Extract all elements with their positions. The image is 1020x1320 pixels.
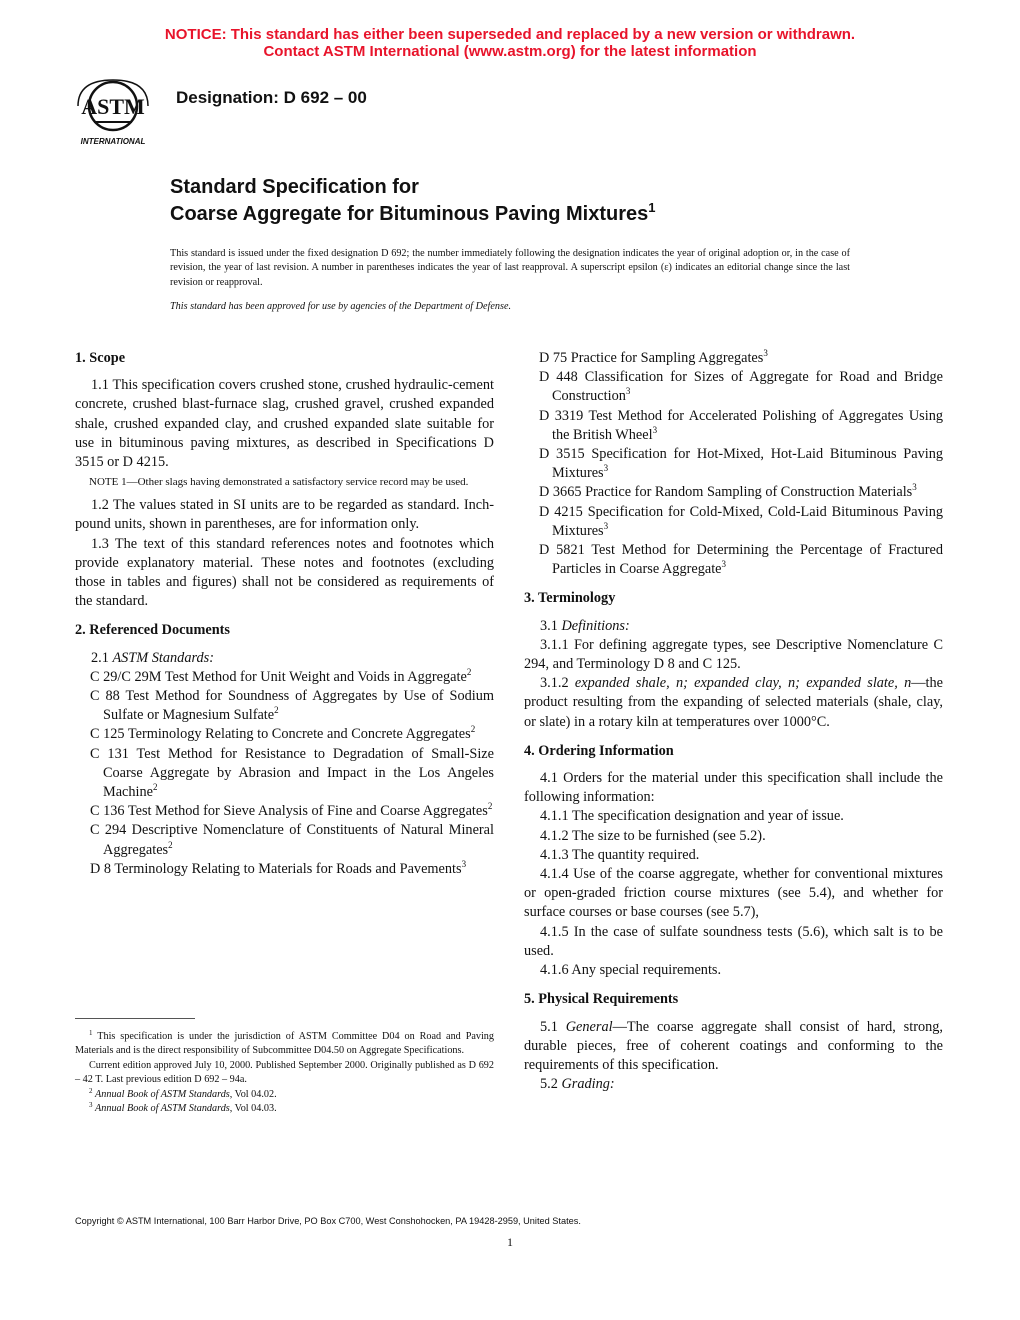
footnote-1	[75, 1030, 494, 1059]
paragraph-3-1-2-number: 3.1.2	[540, 675, 569, 692]
section-3-heading: 3. Terminology	[524, 590, 616, 607]
reference-text: C 125 Terminology Relating to Concrete and Concrete Aggregates	[90, 726, 471, 743]
reference-item	[75, 668, 494, 687]
paragraph-2-1-label: ASTM Standards:	[112, 649, 214, 666]
right-column	[524, 349, 943, 1094]
paragraph-5-2-label: Grading:	[561, 1076, 615, 1093]
dod-approval-note: This standard has been approved for use by agencies of the Department of Defense.	[170, 301, 512, 312]
paragraph-5-1	[524, 1018, 943, 1076]
page-number: 1	[507, 1235, 513, 1249]
logo-subtext: INTERNATIONAL	[80, 137, 146, 146]
ordering-item: 4.1.5 In the case of sulfate soundness tests (5.6), which salt is to be used.	[524, 923, 943, 959]
footnotes	[75, 1030, 494, 1116]
reference-item	[75, 687, 494, 725]
astm-logo-icon	[64, 76, 162, 148]
designation: Designation: D 692 – 00	[176, 88, 367, 107]
footnote-1-edition: Current edition approved July 10, 2000. Published September 2000. Originally published as D 692 – 42 T. Last previous edition D 692 – 94a.	[75, 1059, 494, 1086]
footnote-2-mark: 2	[89, 1086, 93, 1095]
reference-footnote-mark: 2	[466, 666, 472, 677]
footnote-3	[75, 1102, 494, 1116]
footnote-2-volume: , Vol 04.02.	[229, 1088, 277, 1100]
reference-item	[524, 483, 943, 502]
paragraph-2-1	[75, 649, 494, 668]
footnote-1-mark: 1	[89, 1029, 93, 1037]
footnote-1-text: This specification is under the jurisdiction of ASTM Committee D04 on Road and Paving Materials and is the direct responsibility of Subcommittee D04.50 on Aggregate Specifications.	[75, 1031, 494, 1057]
reference-item	[75, 821, 494, 859]
supersession-notice	[0, 26, 1020, 60]
title-line-2-text: Coarse Aggregate for Bituminous Paving Mixtures	[170, 203, 649, 225]
reference-text: D 8 Terminology Relating to Materials for Roads and Pavements	[90, 860, 462, 877]
reference-item	[75, 725, 494, 744]
reference-item	[524, 407, 943, 445]
reference-footnote-mark: 3	[625, 386, 631, 397]
reference-text: D 5821 Test Method for Determining the Percentage of Fractured Particles in Coarse Aggregate	[539, 542, 943, 578]
paragraph-4-1: 4.1 Orders for the material under this specification shall include the following information:	[524, 770, 943, 806]
reference-text: C 294 Descriptive Nomenclature of Constituents of Natural Mineral Aggregates	[90, 822, 494, 858]
reference-footnote-mark: 2	[470, 724, 476, 735]
reference-text: D 3515 Specification for Hot-Mixed, Hot-Laid Bituminous Paving Mixtures	[539, 446, 943, 482]
section-1-heading: 1. Scope	[75, 350, 126, 366]
paragraph-3-1-2	[524, 674, 943, 732]
reference-item	[524, 368, 943, 406]
intro-paragraph: This standard is issued under the fixed designation D 692; the number immediately following the designation indicates the year of original adoption or, in the case of revision, the year of last revision. A number in parentheses indicates the year of last reapproval. A superscript epsilon (ε) indicates an editorial change since the last revision or reapproval.	[170, 248, 850, 288]
reference-item	[75, 802, 494, 821]
footnote-3-volume: , Vol 04.03.	[229, 1103, 277, 1115]
reference-text: C 131 Test Method for Resistance to Degradation of Small-Size Coarse Aggregate by Abrasion and Impact in the Los Angeles Machine	[90, 745, 494, 801]
reference-item	[75, 745, 494, 803]
ordering-item: 4.1.1 The specification designation and year of issue.	[540, 808, 844, 825]
reference-footnote-mark: 3	[461, 858, 467, 869]
logo-text: ASTM	[81, 94, 145, 119]
reference-list-left	[75, 668, 494, 879]
paragraph-3-1-1: 3.1.1 For defining aggregate types, see Descriptive Nomenclature C 294, and Terminology D 8 and C 125.	[524, 636, 943, 673]
reference-item	[524, 349, 943, 368]
paragraph-1-2: 1.2 The values stated in SI units are to be regarded as standard. Inch-pound units, shown in parentheses, are for information only.	[75, 497, 494, 533]
copyright: Copyright © ASTM International, 100 Barr Harbor Drive, PO Box C700, West Conshohocken, PA 19428-2959, United States.	[75, 1216, 581, 1226]
reference-text: C 88 Test Method for Soundness of Aggregates by Use of Sodium Sulfate or Magnesium Sulfate	[90, 688, 494, 724]
ordering-item: 4.1.6 Any special requirements.	[540, 962, 722, 979]
reference-footnote-mark: 3	[603, 463, 609, 474]
footnote-2-text: Annual Book of ASTM Standards	[95, 1088, 230, 1100]
reference-text: D 3665 Practice for Random Sampling of Construction Materials	[539, 484, 913, 501]
paragraph-3-1-number: 3.1	[540, 617, 558, 634]
reference-footnote-mark: 3	[603, 520, 609, 531]
reference-footnote-mark: 3	[652, 424, 658, 435]
reference-footnote-mark: 3	[912, 482, 917, 493]
section-5-heading: 5. Physical Requirements	[524, 991, 679, 1008]
footnote-3-mark: 3	[89, 1101, 93, 1110]
ordering-item: 4.1.2 The size to be furnished (see 5.2).	[540, 827, 766, 844]
reference-text: D 448 Classification for Sizes of Aggregate for Road and Bridge Construction	[539, 369, 943, 405]
reference-list-right	[524, 349, 943, 579]
reference-text: C 136 Test Method for Sieve Analysis of Fine and Coarse Aggregates	[90, 803, 488, 820]
left-column	[75, 349, 494, 879]
reference-footnote-mark: 2	[168, 839, 173, 850]
reference-text: D 4215 Specification for Cold-Mixed, Cold-Laid Bituminous Paving Mixtures	[539, 503, 943, 539]
section-4-heading: 4. Ordering Information	[524, 742, 674, 759]
paragraph-5-2-number: 5.2	[540, 1076, 558, 1093]
paragraph-5-2	[524, 1075, 943, 1094]
paragraph-2-1-number: 2.1	[91, 649, 109, 666]
ordering-item: 4.1.4 Use of the coarse aggregate, whether for conventional mixtures or open-graded friction course mixtures (see 5.4), and whether for surface courses or base courses (see 5.7),	[524, 866, 943, 921]
paragraph-3-1	[524, 617, 943, 636]
paragraph-3-1-2-text: —the product resulting from the expanding of selected materials (shale, clay, or slate) in a rotary kiln at temperatures over 1000°C.	[524, 675, 944, 730]
paragraph-1-3: 1.3 The text of this standard references notes and footnotes which provide explanatory material. These notes and footnotes (excluding those in tables and figures) shall not be considered as requirements of the standard.	[75, 535, 494, 610]
title-line-2	[170, 201, 655, 228]
notice-line-1: NOTICE: This standard has either been superseded and replaced by a new version or withdrawn.	[164, 26, 856, 43]
reference-footnote-mark: 2	[487, 801, 493, 812]
paragraph-3-1-label: Definitions:	[561, 617, 630, 634]
notice-line-2: Contact ASTM International (www.astm.org) for the latest information	[263, 43, 757, 60]
reference-footnote-mark: 3	[721, 559, 727, 570]
footnote-2	[75, 1088, 494, 1102]
paragraph-1-1: 1.1 This specification covers crushed stone, crushed hydraulic-cement concrete, crushed blast-furnace slag, crushed gravel, crushed expanded shale, crushed expanded clay, and crushed expanded slate suitable for use in bituminous paving mixtures, as described in Specifications D 3515 or D 4215.	[75, 377, 494, 471]
footnote-3-text: Annual Book of ASTM Standards	[95, 1103, 230, 1115]
reference-footnote-mark: 2	[153, 782, 158, 793]
reference-text: C 29/C 29M Test Method for Unit Weight and Voids in Aggregate	[90, 668, 467, 685]
paragraph-5-1-number: 5.1	[540, 1018, 558, 1035]
paragraph-5-1-text: —The coarse aggregate shall consist of hard, strong, durable pieces, free of coherent coatings and conforming to the requirements of this specification.	[524, 1018, 943, 1073]
reference-footnote-mark: 3	[763, 348, 768, 358]
reference-footnote-mark: 2	[274, 705, 279, 716]
document-title	[170, 174, 655, 228]
reference-item	[524, 541, 943, 579]
reference-text: D 75 Practice for Sampling Aggregates	[539, 350, 764, 366]
paragraph-3-1-2-terms: expanded shale, n; expanded clay, n; expanded slate, n	[574, 675, 912, 692]
footnote-divider	[75, 1018, 195, 1019]
ordering-item: 4.1.3 The quantity required.	[540, 846, 700, 863]
reference-text: D 3319 Test Method for Accelerated Polishing of Aggregates Using the British Wheel	[539, 407, 943, 443]
section-2-heading: 2. Referenced Documents	[75, 622, 230, 639]
astm-logo	[64, 76, 162, 148]
title-footnote-mark: 1	[648, 200, 656, 215]
paragraph-5-1-label: General	[565, 1018, 613, 1035]
reference-item	[524, 445, 943, 483]
ordering-list	[524, 807, 943, 980]
reference-item	[75, 860, 494, 879]
title-line-1: Standard Specification for	[170, 176, 419, 198]
note-1: NOTE 1—Other slags having demonstrated a satisfactory service record may be used.	[89, 476, 469, 489]
reference-item	[524, 503, 943, 541]
